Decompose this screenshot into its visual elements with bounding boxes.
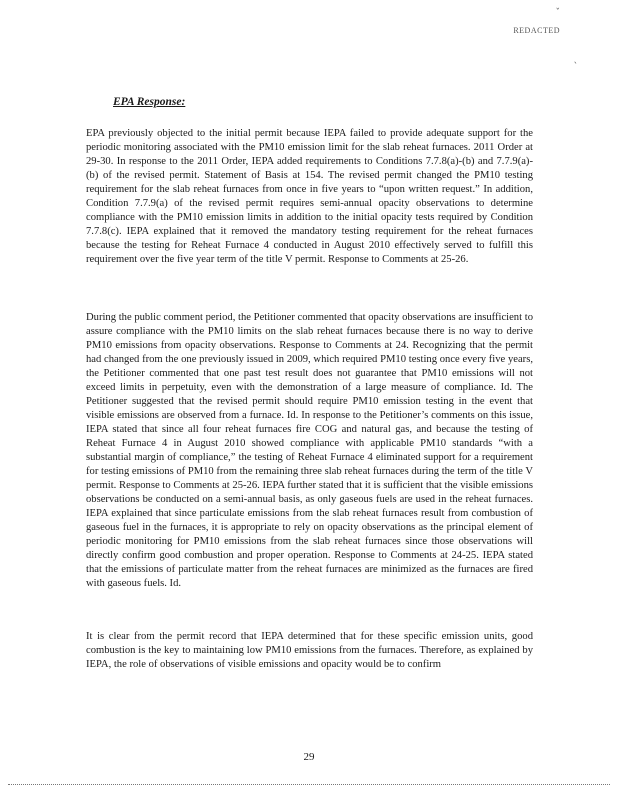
paragraph-3: It is clear from the permit record that IEPA determined that for these specific emission units, good combustion is the key to maintaining low PM10 emissions from the furnaces. Therefore, as explained by IEPA, the role of observations of visible emissions and opacity would be to confirm bbox=[86, 631, 533, 670]
corner-mark-top: ˇ bbox=[555, 8, 560, 18]
bottom-rule bbox=[8, 784, 610, 785]
corner-mark-side: ˋ bbox=[573, 62, 578, 72]
section-heading: EPA Response: bbox=[113, 96, 186, 108]
header-mark: REDACTED bbox=[513, 26, 560, 35]
paragraph-1: EPA previously objected to the initial permit because IEPA failed to provide adequate support for the periodic monitoring associated with the PM10 emission limit for the slab reheat furnaces. 2011 Order at 29-30. In response to the 2011 Order, IEPA added requirements to Conditions 7.7.8(a)-(b) and 7.7.9(a)-(b) of the revised permit. Statement of Basis at 154. The revised permit changed the PM10 testing requirement for the slab reheat furnaces from once in five years to “upon written request.” In addition, Condition 7.7.9(a) of the revised permit requires semi-annual opacity observations to determine compliance with the PM10 emission limits in addition to the initial opacity tests required by Condition 7.7.8(c). IEPA explained that it removed the mandatory testing requirement for the reheat furnaces because the testing for Reheat Furnace 4 conducted in August 2010 effectively served to fulfill this requirement over the five year term of the title V permit. Response to Comments at 25-26. bbox=[86, 128, 533, 265]
paragraph-2: During the public comment period, the Petitioner commented that opacity observations are insufficient to assure compliance with the PM10 limits on the slab reheat furnaces because there is no way to derive PM10 emissions from opacity observations. Response to Comments at 24. Recognizing that the permit had changed from the one previously issued in 2009, which required PM10 testing once every five years, the Petitioner commented that one past test result does not guarantee that PM10 emissions will not exceed limits in perpetuity, even with the demonstration of a large measure of compliance. Id. The Petitioner suggested that the revised permit should require PM10 emission testing in the event that visible emissions are observed from a furnace. Id. In response to the Petitioner’s comments on this issue, IEPA stated that since all four reheat furnaces fire COG and natural gas, and because the testing of Reheat Furnace 4 in August 2010 showed compliance with applicable PM10 standards “with a substantial margin of compliance,” the testing of Reheat Furnace 4 eliminated support for a requirement for testing emissions of PM10 from the remaining three slab reheat furnaces during the term of the title V permit. Response to Comments at 25-26. IEPA further stated that it is sufficient that the visible emissions observations be conducted on a semi-annual basis, as only gaseous fuels are used in the reheat furnaces. IEPA explained that since particulate emissions from the slab reheat furnaces result from combustion of gaseous fuel in the furnaces, it is appropriate to rely on opacity observations as the principal element of periodic monitoring for PM10 emissions from the slab reheat furnaces since those observations will directly confirm good combustion and proper operation. Response to Comments at 24-25. IEPA stated that the emissions of particulate matter from the reheat furnaces are minimized as the furnaces are fired with gaseous fuels. Id. bbox=[86, 312, 533, 589]
page-number: 29 bbox=[303, 751, 315, 763]
